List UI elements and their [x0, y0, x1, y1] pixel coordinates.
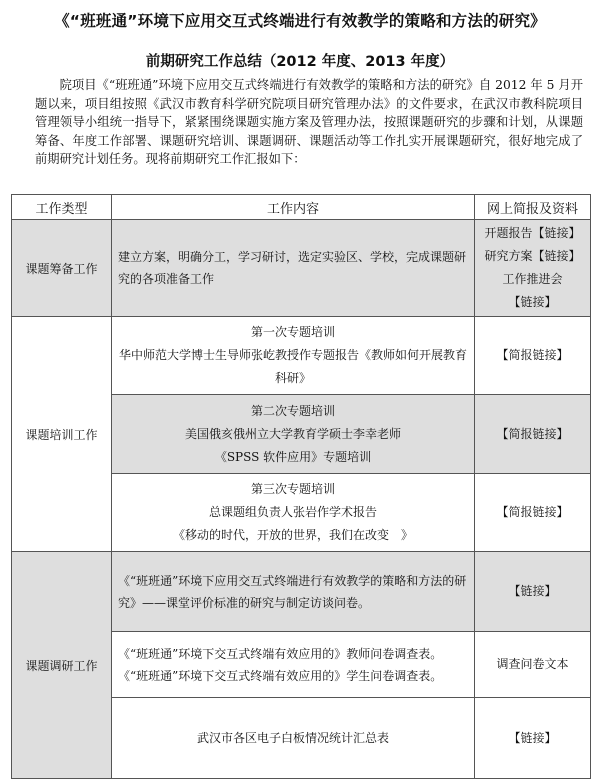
training-2-brief-link[interactable]: 【简报链接】 — [496, 426, 569, 441]
research-3-links — [475, 698, 591, 779]
research-plan-link[interactable]: 【链接】 — [532, 249, 581, 263]
document-subtitle: 前期研究工作总结（2012 年度、2013 年度） — [145, 54, 455, 70]
work-type-prep: 课题筹备工作 — [12, 220, 112, 317]
header-work-content: 工作内容 — [112, 195, 475, 220]
training-1-content — [112, 317, 475, 395]
prep-content: 建立方案，明确分工，学习研讨，选定实验区、学校，完成课题研究的各项准备工作 — [112, 220, 475, 317]
progress-meeting-link[interactable]: 【链接】 — [508, 295, 557, 309]
training-3-title: 第三次专题培训 — [250, 482, 335, 496]
intro-paragraph: 院项目《“班班通”环境下应用交互式终端进行有效教学的策略和方法的研究》自 2012 年 5 月开题以来，项目组按照《武汉市教育科学研究院项目研究管理办法》的文件要求，在武汉市教科院项目管理领导小组统一指导下，紧紧围绕课题实施方案及管理办法，按照课题研究的步骤和计划，从课题筹备、年度工作部署、课题研究培训、课题调研、课题活动等工作扎实开展课题研究，很好地完成了前期研究计划任务。现将前期研究工作汇报如下： — [35, 78, 583, 166]
prep-link-item — [481, 245, 584, 268]
training-3-brief-link[interactable]: 【简报链接】 — [496, 505, 569, 519]
training-2-title: 第二次专题培训 — [250, 403, 335, 418]
training-1-title: 第一次专题培训 — [250, 325, 335, 339]
training-1-brief-link[interactable]: 【简报链接】 — [496, 348, 569, 362]
research-plan-label: 研究方案 — [484, 249, 533, 263]
table-row-research-1 — [12, 552, 591, 632]
training-2-content — [112, 395, 475, 474]
header-work-type: 工作类型 — [12, 195, 112, 220]
teacher-questionnaire: 《“班班通”环境下交互式终端有效应用的》教师问卷调查表。 — [118, 646, 443, 661]
training-1-links — [475, 317, 591, 395]
research-3-link[interactable]: 【链接】 — [508, 730, 557, 745]
proposal-report-label: 开题报告 — [484, 226, 533, 240]
table-row-training-1 — [12, 317, 591, 395]
questionnaire-text-link[interactable]: 调查问卷文本 — [496, 657, 569, 671]
training-2-topic: 《SPSS 软件应用》专题培训 — [214, 449, 372, 464]
header-online-materials: 网上简报及资料 — [475, 195, 591, 220]
prep-link-item — [481, 268, 584, 314]
research-1-content: 《“班班通”环境下应用交互式终端进行有效教学的策略和方法的研究》——课堂评价标准的研究与制定访谈问卷。 — [112, 552, 475, 632]
research-1-links — [475, 552, 591, 632]
research-3-content: 武汉市各区电子白板情况统计汇总表 — [112, 698, 475, 779]
research-1-link[interactable]: 【链接】 — [508, 584, 557, 598]
progress-meeting-label: 工作推进会 — [502, 272, 563, 286]
research-2-content — [112, 632, 475, 698]
training-2-links — [475, 395, 591, 474]
training-3-topic: 《移动的时代，开放的世界，我们在改变 》 — [172, 528, 413, 542]
prep-links — [475, 220, 591, 317]
work-type-research: 课题调研工作 — [12, 552, 112, 779]
table-row-prep — [12, 220, 591, 317]
student-questionnaire: 《“班班通”环境下交互式终端有效应用的》学生问卷调查表。 — [118, 668, 443, 683]
training-3-detail: 总课题组负责人张岩作学术报告 — [208, 505, 377, 519]
research-2-links — [475, 632, 591, 698]
document-title: 《“班班通”环境下应用交互式终端进行有效教学的策略和方法的研究》 — [54, 12, 546, 30]
training-3-content — [112, 474, 475, 552]
prep-link-item — [481, 222, 584, 245]
work-type-training: 课题培训工作 — [12, 317, 112, 552]
training-1-detail: 华中师范大学博士生导师张屹教授作专题报告《教师如何开展教育科研》 — [118, 348, 467, 385]
proposal-report-link[interactable]: 【链接】 — [532, 226, 581, 240]
training-2-detail: 美国俄亥俄州立大学教育学硕士李幸老师 — [184, 426, 401, 441]
work-summary-table — [11, 194, 591, 779]
training-3-links — [475, 474, 591, 552]
table-header-row — [12, 195, 591, 220]
